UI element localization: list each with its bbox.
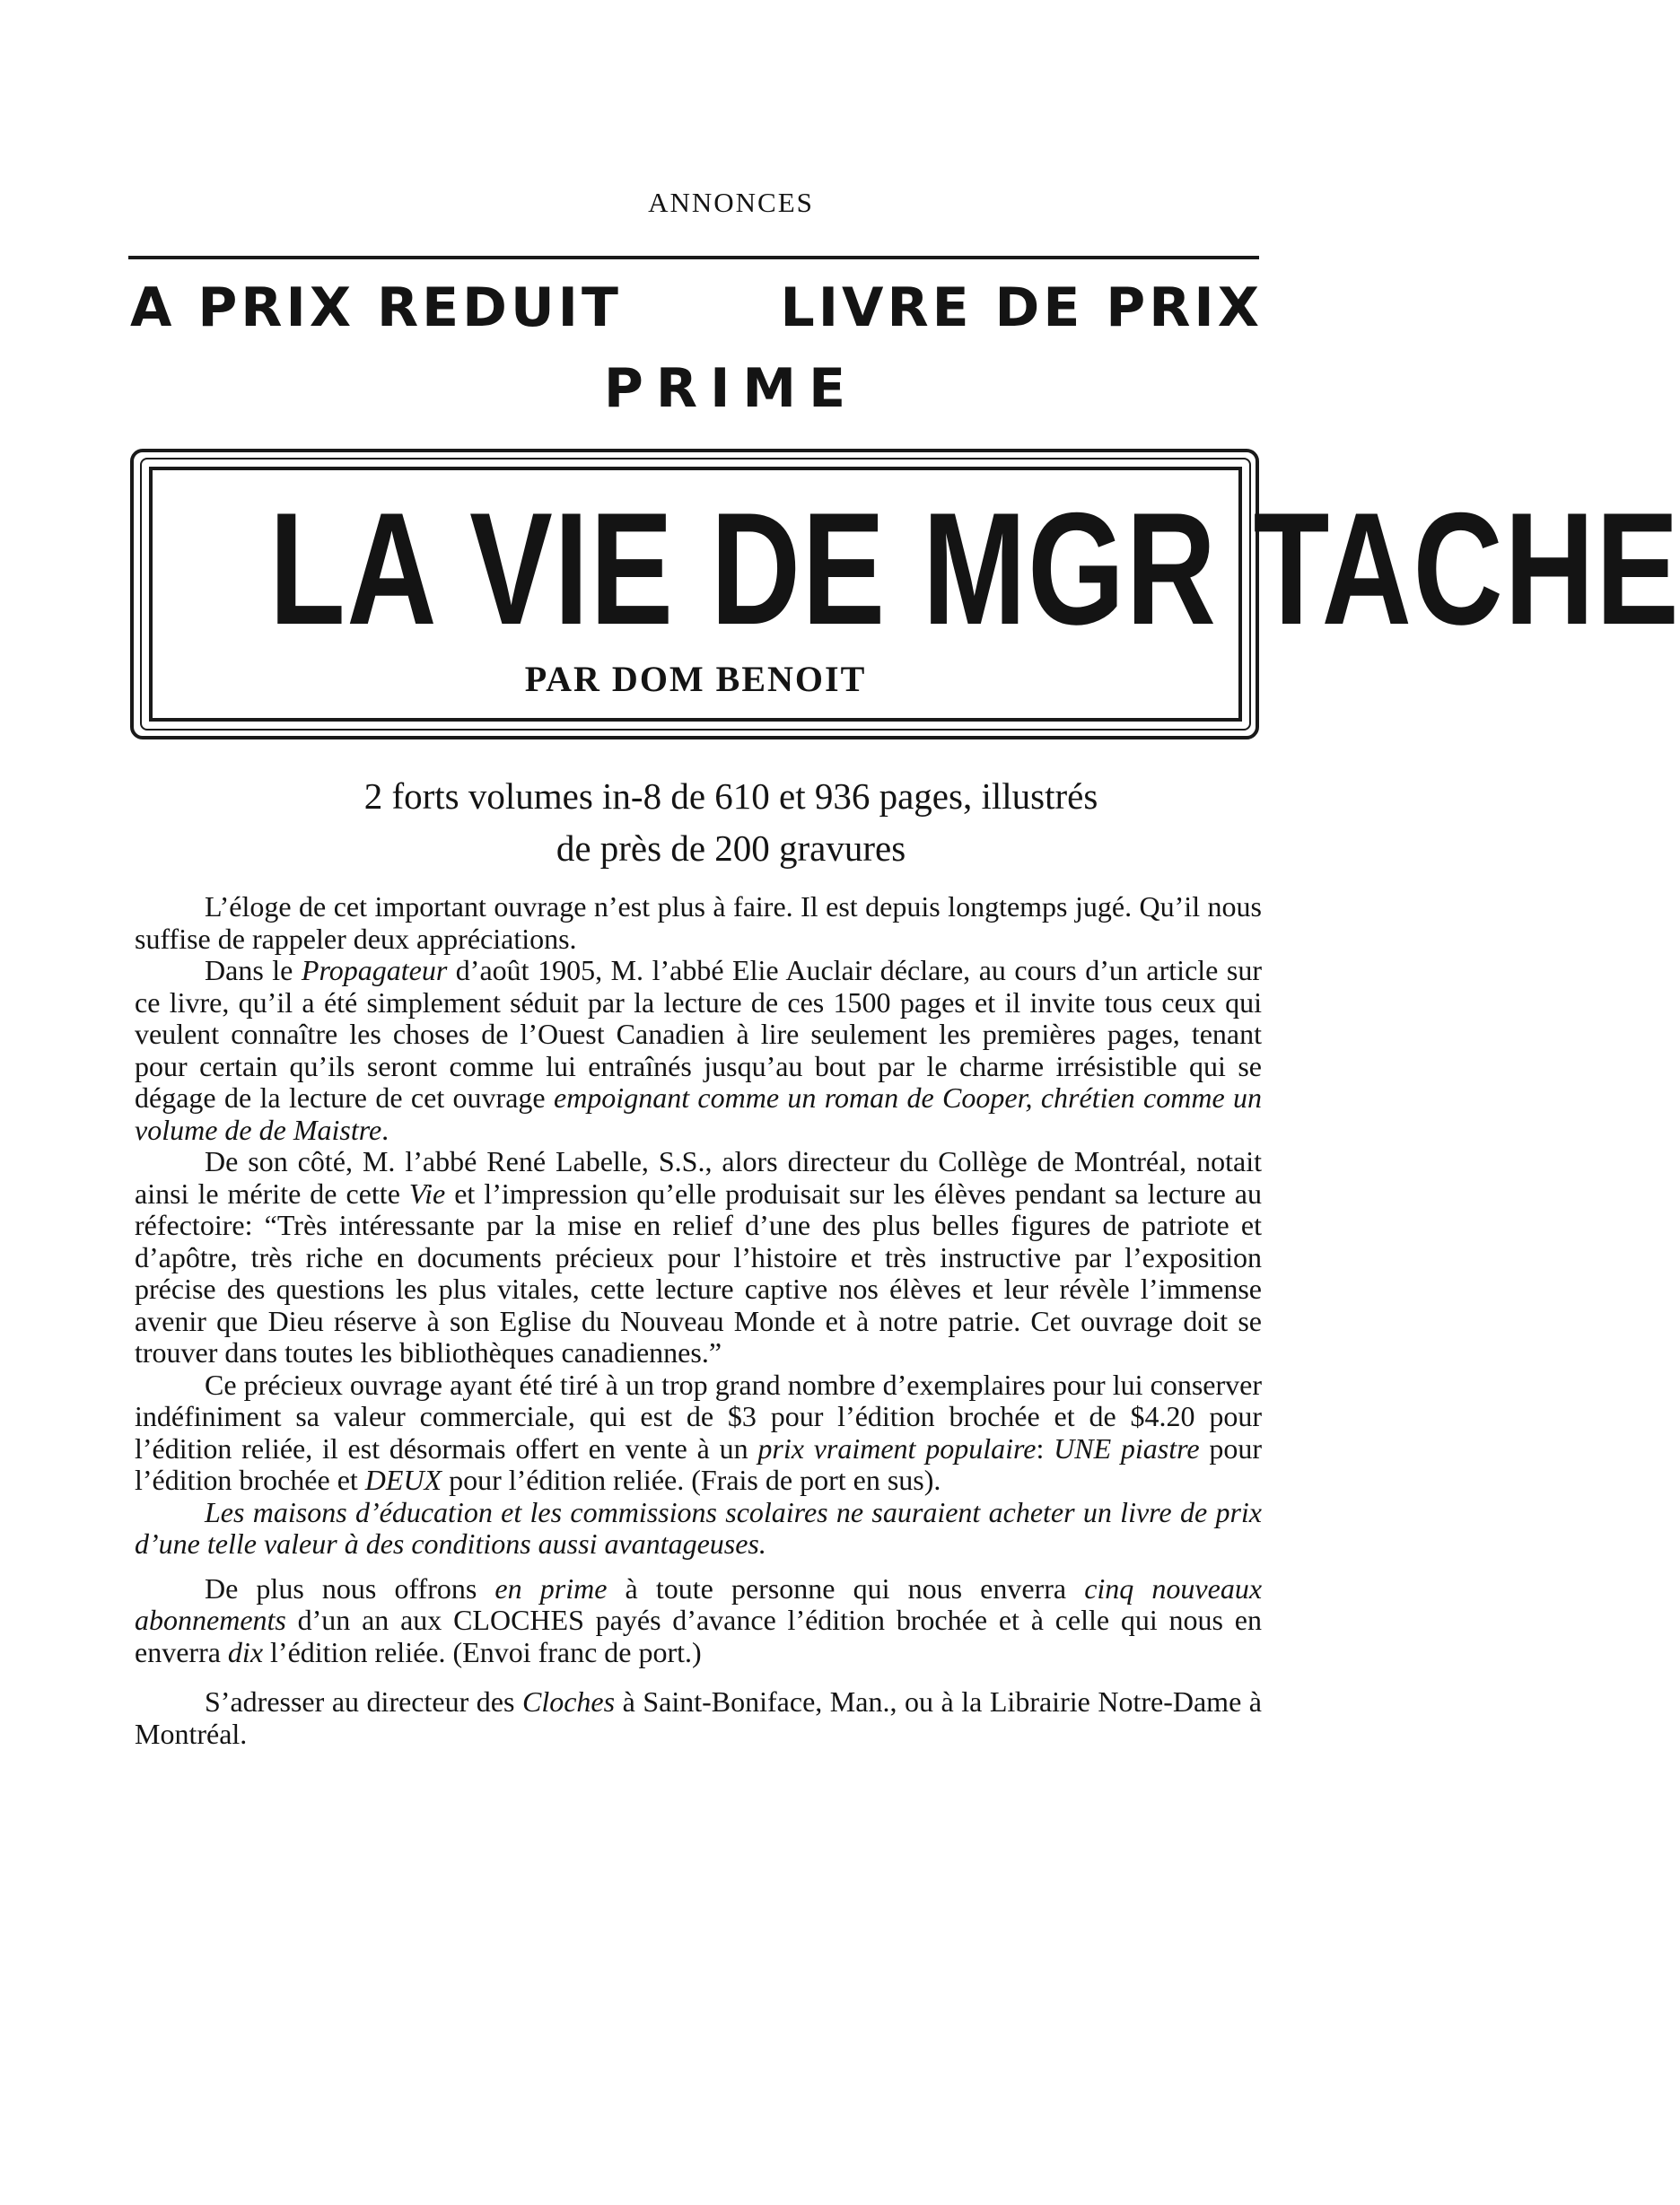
text-run: à toute personne qui nous enverra: [607, 1571, 1085, 1605]
text-run-italic: Cloches: [521, 1685, 616, 1718]
advert-body: [135, 891, 1262, 1750]
text-run-italic: Propagateur: [301, 954, 448, 986]
paragraph-price: [135, 1369, 1262, 1497]
text-run: Dans le: [205, 954, 302, 986]
book-description-line-2: de près de 200 gravures: [556, 827, 906, 869]
text-run: De plus nous offrons: [205, 1571, 495, 1605]
text-run: .: [381, 1113, 389, 1146]
book-description: [0, 770, 1462, 874]
text-run-italic: prix vraiment populaire: [757, 1431, 1037, 1465]
text-run-italic: DEUX: [364, 1464, 442, 1496]
text-run-italic: dix: [227, 1635, 264, 1668]
paragraph-labelle: [135, 1146, 1262, 1369]
text-run-italic: cinq nouveaux abonnements: [135, 1571, 1263, 1636]
book-byline: PAR DOM BENOIT: [524, 659, 867, 699]
text-run: Ce précieux ouvrage ayant été tiré à un trop grand nombre d’exemplaires pour lui conserver indéfiniment sa valeur commerciale, qui est de $3 pour l’édition brochée et de $4.20 pour l’édition reliée, il est désormais offert en vente à un: [135, 1368, 1262, 1465]
headline-prize-book: LIVRE DE PRIX: [780, 276, 1263, 339]
text-run-italic: en prime: [494, 1571, 608, 1605]
text-run: S’adresser au directeur des: [205, 1685, 522, 1718]
paragraph-propagateur: [135, 955, 1262, 1146]
text-run: à Saint-Boniface, Man., ou à la Librairie Notre-Dame à Montréal.: [135, 1685, 1262, 1750]
running-head: ANNONCES: [648, 187, 814, 218]
paragraph-schools: Les maisons d’éducation et les commissions scolaires ne sauraient acheter un livre de prix d’une telle valeur à des conditions aussi avantageuses.: [135, 1495, 1262, 1560]
book-title: LA VIE DE MGR TACHE: [268, 479, 1680, 658]
text-run: :: [1036, 1431, 1054, 1465]
text-run: d’un an aux CLOCHES payés d’avance l’édition brochée et à celle qui nous en enverra: [135, 1604, 1262, 1668]
text-run: et l’impression qu’elle produisait sur les élèves pendant sa lecture au réfectoire: “Très intéressante par la mise en relief d’une des plus belles figures de patriote et d’apôtre, très riche en documents précieux pour l’histoire et très instructive par l’exposition précise des questions les plus vitales, cette lecture captive nos élèves et leur révèle l’immense avenir que Dieu réserve à son Eglise du Nouveau Monde et à notre patrie. Cet ouvrage doit se trouver dans toutes les bibliothèques canadiennes.”: [135, 1177, 1263, 1369]
text-run: d’août 1905, M. l’abbé Elie Auclair déclare, au cours d’un article sur ce livre, qu’il a été simplement séduit par la lecture de ces 1500 pages et il invite tous ceux qui veulent connaître les choses de l’Ouest Canadien à lire seulement les premières pages, tenant pour certain qu’ils seront comme lui entraînés jusqu’au bout par le charme irrésistible qui se dégage de la lecture de cet ouvrage: [135, 954, 1262, 1114]
headline-premium: PRIME: [603, 357, 859, 420]
headline-reduced-price: A PRIX REDUIT: [130, 276, 622, 339]
text-run-italic: empoignant comme un roman de Cooper, chrétien comme un volume de de Maistre: [135, 1081, 1263, 1146]
text-run: pour l’édition brochée et: [135, 1431, 1263, 1496]
text-run: De son côté, M. l’abbé René Labelle, S.S., alors directeur du Collège de Montréal, notait ainsi le mérite de cette: [135, 1145, 1262, 1210]
text-run-italic: Vie: [408, 1177, 446, 1210]
book-description-line-1: 2 forts volumes in-8 de 610 et 936 pages, illustrés: [363, 775, 1098, 817]
paragraph-address: [135, 1686, 1262, 1750]
top-rule: [128, 256, 1259, 259]
text-run: pour l’édition reliée. (Frais de port en sus).: [442, 1464, 941, 1496]
paragraph-intro: L’éloge de cet important ouvrage n’est plus à faire. Il est depuis longtemps jugé. Qu’il nous suffise de rappeler deux appréciations.: [135, 890, 1262, 955]
text-run: l’édition reliée. (Envoi franc de port.): [263, 1635, 702, 1668]
text-run-italic: UNE piastre: [1054, 1431, 1200, 1465]
paragraph-premium-offer: [135, 1573, 1262, 1669]
